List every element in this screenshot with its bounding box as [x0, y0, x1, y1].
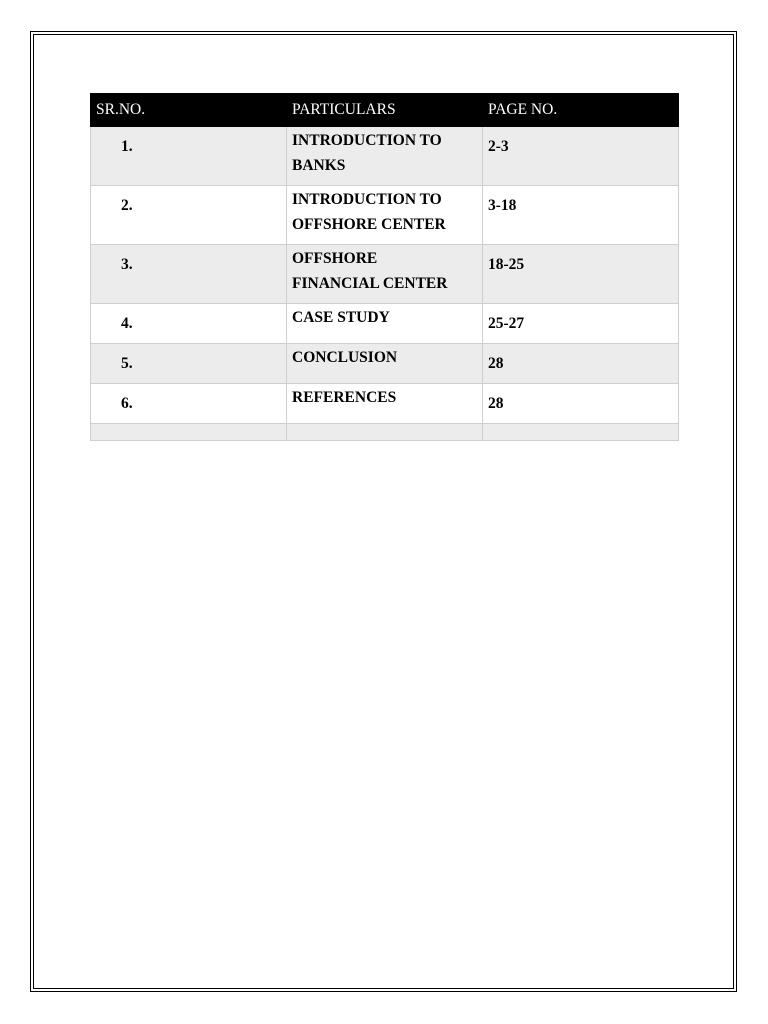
empty-cell — [483, 424, 679, 441]
page-no-cell: 18-25 — [483, 245, 679, 304]
page-no-cell: 28 — [483, 344, 679, 384]
table-row — [91, 384, 679, 424]
table-row — [91, 186, 679, 245]
particulars-line: CONCLUSION — [292, 349, 398, 366]
particulars-line: REFERENCES — [292, 389, 397, 406]
table-row — [91, 245, 679, 304]
page-no-cell: 2-3 — [483, 127, 679, 186]
table-header-row — [91, 94, 679, 127]
particulars-cell — [287, 384, 483, 424]
particulars-line: FINANCIAL CENTER — [292, 275, 448, 292]
sr-no-cell: 3. — [91, 245, 287, 304]
particulars-line: CASE STUDY — [292, 309, 390, 326]
particulars-cell — [287, 344, 483, 384]
table-row — [91, 304, 679, 344]
sr-no-cell: 2. — [91, 186, 287, 245]
header-sr-no: SR.NO. — [91, 94, 287, 127]
particulars-cell — [287, 245, 483, 304]
page-no-cell: 28 — [483, 384, 679, 424]
particulars-cell — [287, 304, 483, 344]
empty-cell — [91, 424, 287, 441]
empty-cell — [287, 424, 483, 441]
header-page-no: PAGE NO. — [483, 94, 679, 127]
particulars-line: OFFSHORE — [292, 250, 378, 267]
table-row — [91, 344, 679, 384]
page-no-cell: 25-27 — [483, 304, 679, 344]
table-row — [91, 127, 679, 186]
particulars-line: INTRODUCTION TO — [292, 132, 442, 149]
particulars-cell — [287, 186, 483, 245]
sr-no-cell: 6. — [91, 384, 287, 424]
particulars-line: OFFSHORE CENTER — [292, 216, 446, 233]
particulars-line: BANKS — [292, 157, 346, 174]
page-no-cell: 3-18 — [483, 186, 679, 245]
particulars-line: INTRODUCTION TO — [292, 191, 442, 208]
table-of-contents — [90, 93, 679, 441]
particulars-cell — [287, 127, 483, 186]
table-row-empty — [91, 424, 679, 441]
sr-no-cell: 5. — [91, 344, 287, 384]
sr-no-cell: 1. — [91, 127, 287, 186]
sr-no-cell: 4. — [91, 304, 287, 344]
header-particulars: PARTICULARS — [287, 94, 483, 127]
